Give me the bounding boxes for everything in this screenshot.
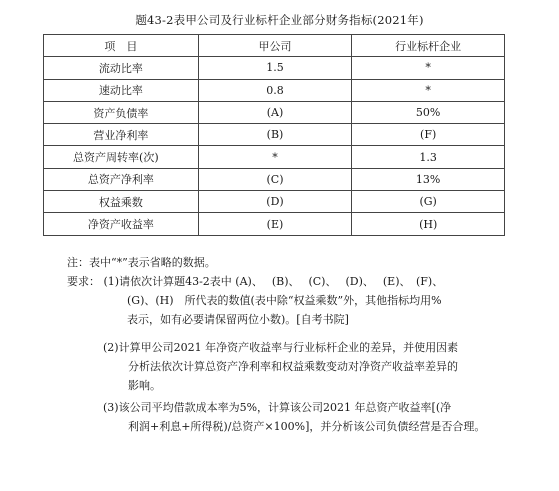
cell-benchmark: * [352,79,505,101]
cell-benchmark: (F) [352,124,505,146]
requirement-3 [103,398,503,436]
requirement-2-line-1: (2)计算甲公司2021 年净资产收益率与行业标杆企业的差异，并使用因素 [103,341,459,354]
table-row [44,213,505,235]
cell-benchmark: 1.3 [352,146,505,168]
table-row [44,191,505,213]
requirement-2-line-3: 影响。 [128,379,161,392]
cell-company-a: 0.8 [198,79,352,101]
cell-company-a: (D) [198,191,352,213]
cell-benchmark: (H) [352,213,505,235]
cell-company-a: 1.5 [198,57,352,79]
requirement-1-line-2: (G)、(H) 所代表的数值(表中除“权益乘数”外，其他指标均用% [127,294,442,307]
row-label: 流动比率 [44,57,199,79]
row-label: 权益乘数 [44,191,199,213]
cell-benchmark: (G) [352,191,505,213]
requirement-2 [103,338,503,395]
row-label: 净资产收益率 [44,213,199,235]
table-row [44,124,505,146]
cell-company-a: (A) [198,101,352,123]
requirements-label: 要求： [67,275,100,288]
row-label: 总资产周转率(次) [44,146,199,168]
requirement-1-line-1 [67,272,507,291]
table-header-row [44,35,505,57]
requirement-1-line-3: 表示，如有必要请保留两位小数)。[自考书院] [127,313,349,326]
table-row [44,101,505,123]
table-note: 注：表中“*”表示省略的数据。 [67,256,216,269]
requirement-3-line-1: (3)该公司平均借款成本率为5%，计算该公司2021 年总资产收益率[(净 [103,401,452,414]
requirement-1-text: (1)请依次计算题43-2表中 (A)、 (B)、 (C)、 (D)、 (E)、 (F)、 [103,275,444,288]
table-title: 题43-2表甲公司及行业标杆企业部分财务指标(2021年) [135,13,424,27]
header-benchmark: 行业标杆企业 [352,35,505,57]
cell-company-a: * [198,146,352,168]
header-item: 项 目 [44,35,199,57]
row-label: 速动比率 [44,79,199,101]
table-row [44,57,505,79]
table-row [44,168,505,190]
header-company-a: 甲公司 [198,35,352,57]
cell-benchmark: 13% [352,168,505,190]
requirement-1 [67,272,507,329]
cell-company-a: (B) [198,124,352,146]
cell-company-a: (C) [198,168,352,190]
financial-indicators-table [43,34,505,236]
row-label: 总资产净利率 [44,168,199,190]
cell-company-a: (E) [198,213,352,235]
cell-benchmark: 50% [352,101,505,123]
table-row [44,79,505,101]
requirement-2-line-2: 分析法依次计算总资产净利率和权益乘数变动对净资产收益率差异的 [128,360,458,373]
requirement-3-line-2: 利润+利息+所得税)/总资产×100%]，并分析该公司负债经营是否合理。 [128,420,486,433]
cell-benchmark: * [352,57,505,79]
table-row [44,146,505,168]
row-label: 资产负债率 [44,101,199,123]
row-label: 营业净利率 [44,124,199,146]
